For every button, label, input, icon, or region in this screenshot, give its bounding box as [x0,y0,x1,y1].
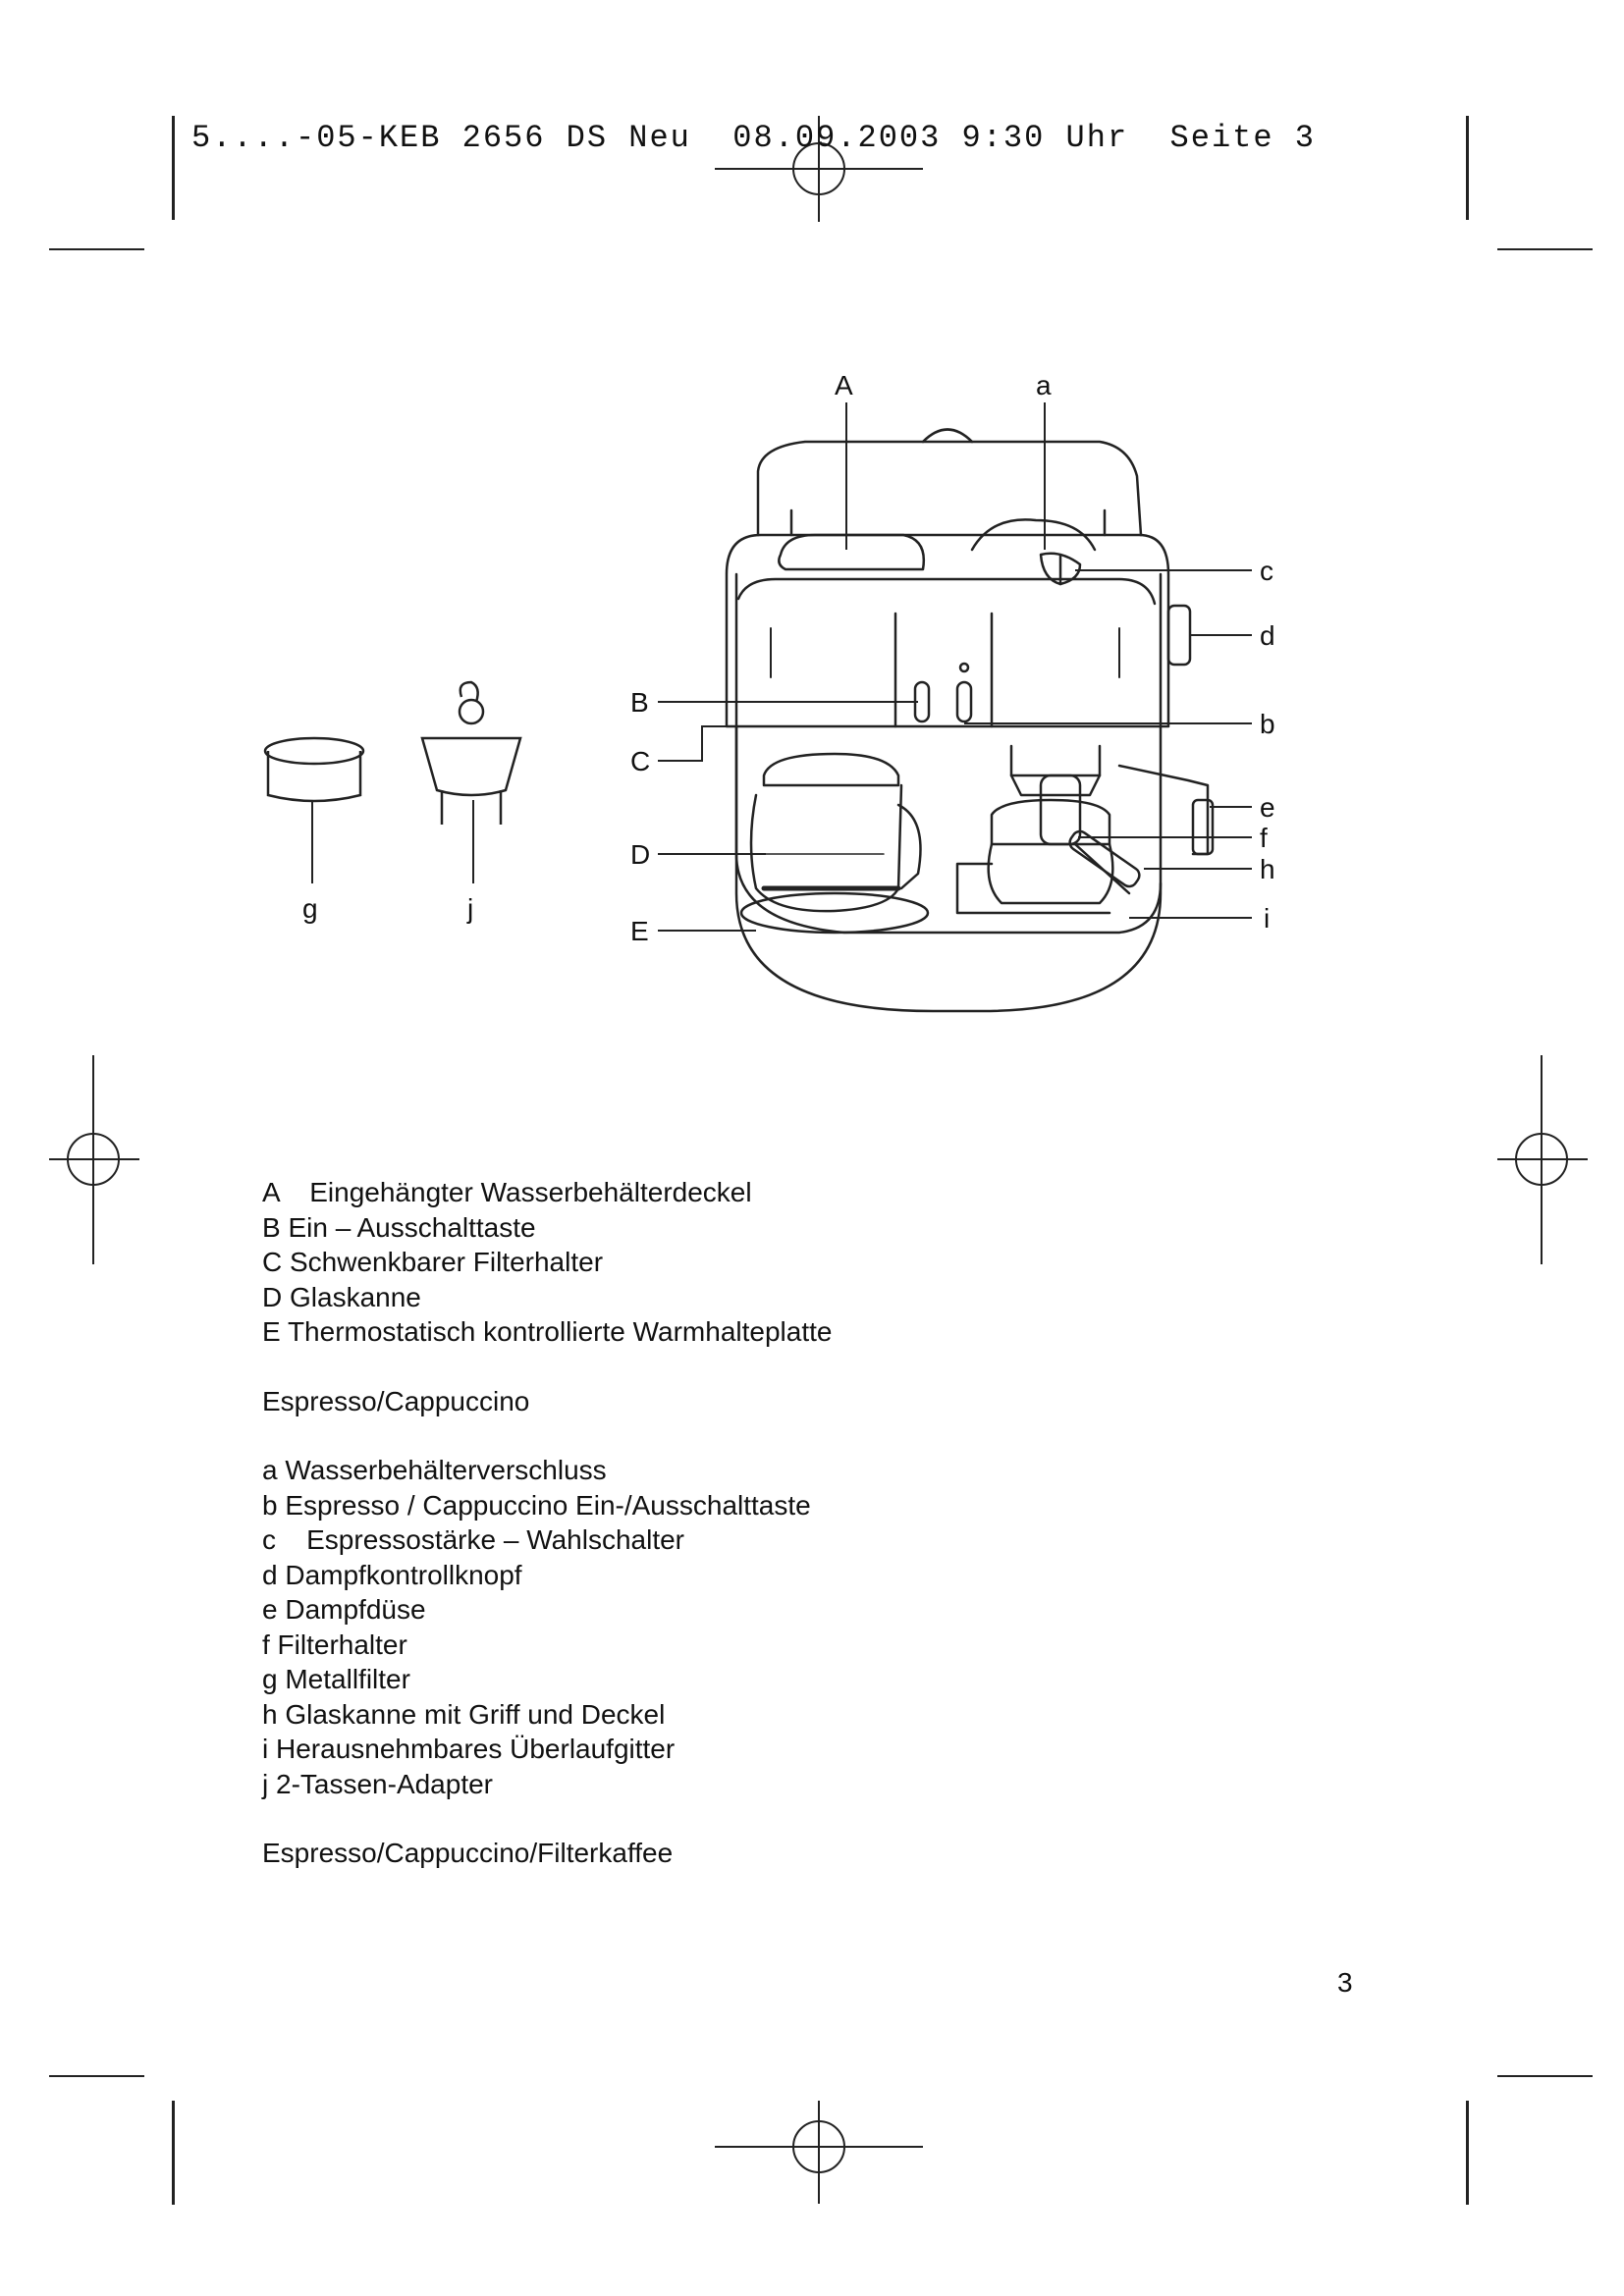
callout-B: B [630,687,649,718]
legend-item-d: d Dampfkontrollknopf [262,1559,522,1590]
legend-item-B: B Ein – Ausschalttaste [262,1211,536,1243]
water-tank-cap [972,519,1095,584]
legend-item-j: j 2-Tassen-Adapter [262,1768,494,1799]
legend-item-b: b Espresso / Cappuccino Ein-/Ausschalttaste [262,1489,811,1521]
callout-C: C [630,746,651,776]
legend-item-f: f Filterhalter [262,1629,407,1660]
legend-item-c: c Espressostärke – Wahlschalter [262,1524,685,1555]
parts-legend [262,1175,832,1871]
callout-A: A [835,370,853,400]
glass-jug [751,754,921,911]
steam-control-knob [1168,606,1190,665]
legend-item-A: A Eingehängter Wasserbehälterdeckel [262,1177,752,1207]
legend-item-h: h Glaskanne mit Griff und Deckel [262,1698,666,1730]
callout-d: d [1260,620,1275,651]
callout-g: g [302,893,318,924]
print-slug-line: 5....-05-KEB 2656 DS Neu 08.09.2003 9:30 Uhr Seite 3 [191,120,1316,156]
legend-item-g: g Metallfilter [262,1664,410,1694]
legend-item-i: i Herausnehmbares Überlaufgitter [262,1734,676,1764]
legend-heading-espresso: Espresso/Cappuccino [262,1385,530,1416]
legend-item-E: E Thermostatisch kontrollierte Warmhalteplatte [262,1316,833,1347]
callout-f: f [1260,823,1268,853]
espresso-switch [957,682,971,721]
callout-i: i [1264,903,1271,934]
callout-a: a [1036,370,1052,400]
machine-body [727,535,1168,1011]
metal-filter [265,738,363,801]
callout-j: j [467,893,474,924]
two-cup-adapter [422,682,520,825]
callout-b: b [1260,709,1275,739]
water-tank-lid [758,430,1141,570]
legend-item-D: D Glaskanne [262,1281,421,1312]
legend-item-C: C Schwenkbarer Filterhalter [262,1247,604,1277]
callout-c: c [1260,556,1273,586]
callout-e: e [1260,792,1275,823]
espresso-unit [957,746,1213,913]
callout-E: E [630,916,649,946]
callout-h: h [1260,854,1275,884]
page-number: 3 [1337,1967,1353,1998]
legend-heading-filterkaffee: Espresso/Cappuccino/Filterkaffee [262,1838,674,1868]
legend-item-e: e Dampfdüse [262,1594,426,1625]
callout-D: D [630,839,651,870]
legend-item-a: a Wasserbehälterverschluss [262,1455,607,1485]
